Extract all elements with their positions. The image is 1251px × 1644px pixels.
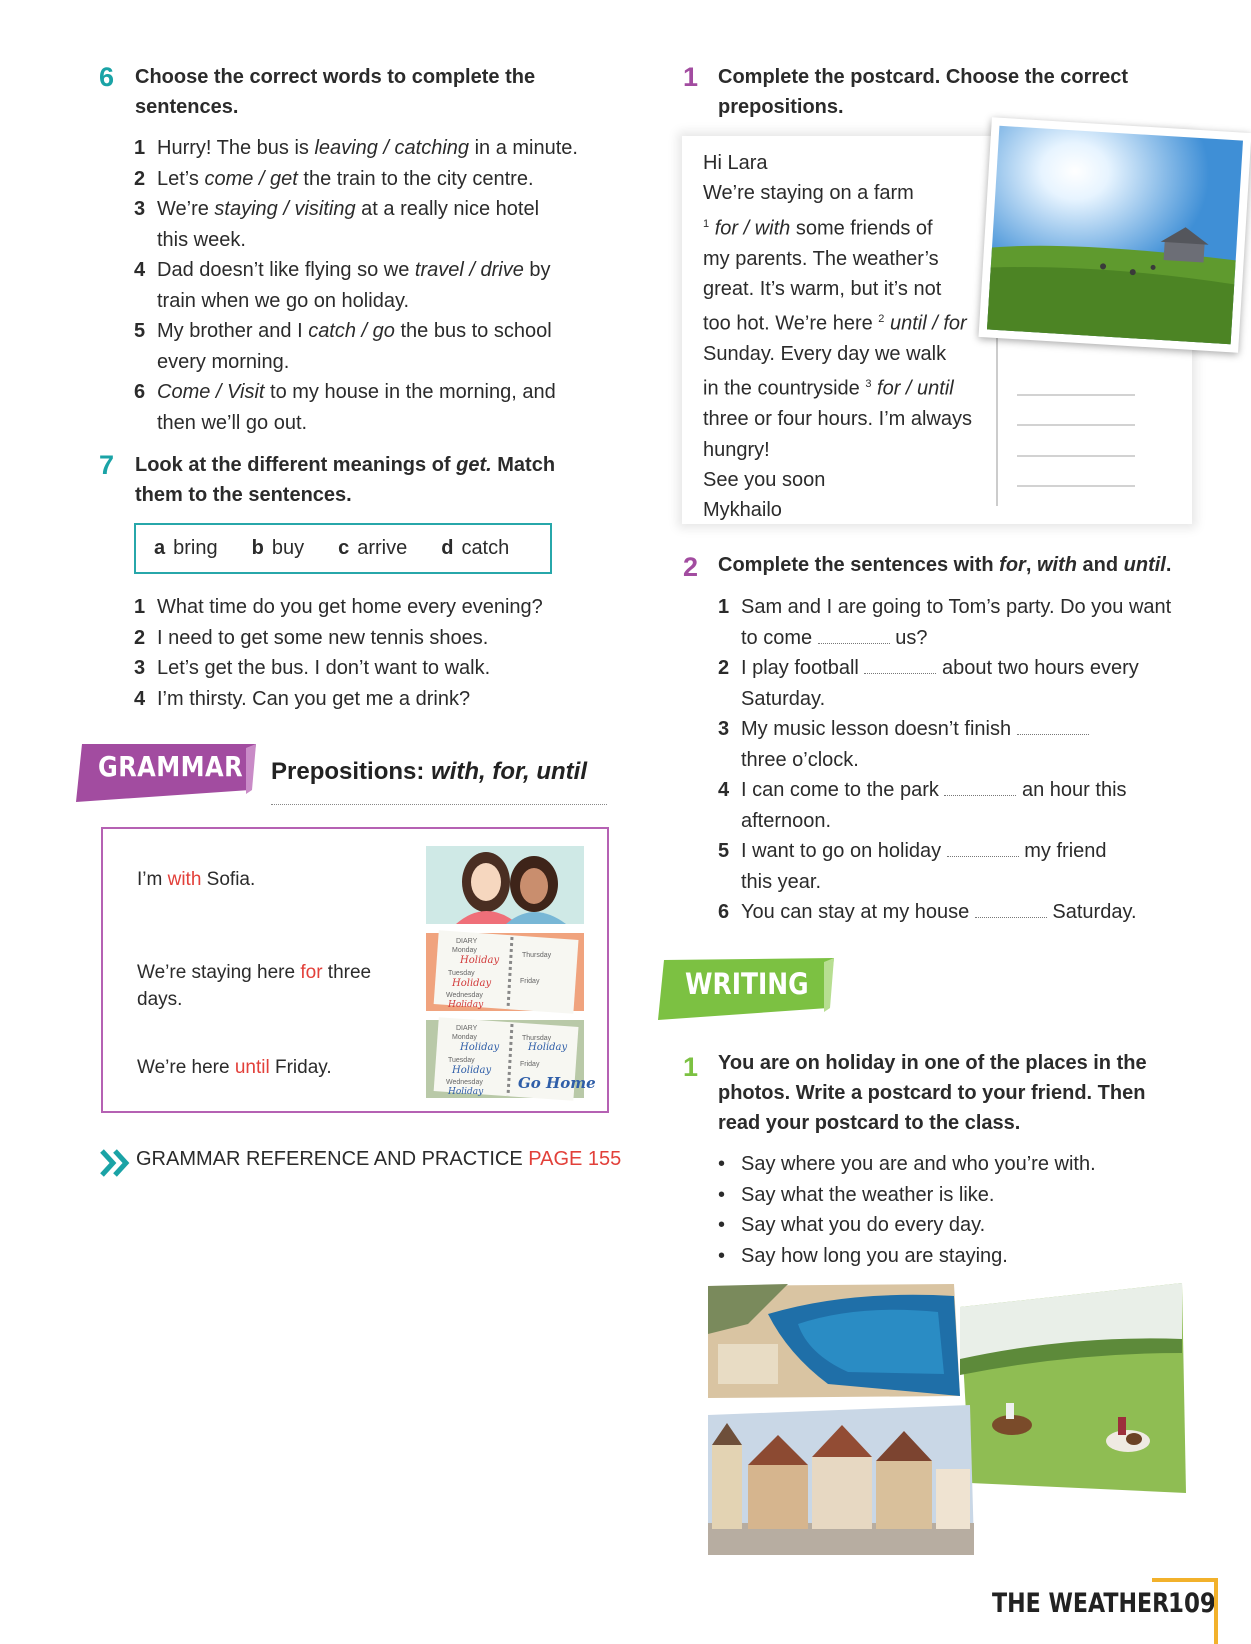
item-text: Dad doesn’t like flying so we bbox=[157, 259, 415, 281]
postcard-options[interactable]: until / for bbox=[889, 312, 967, 335]
example-text: Sofia. bbox=[201, 869, 256, 890]
item-text: I’m thirsty. Can you get me a drink? bbox=[157, 687, 471, 710]
option-letter: a bbox=[154, 537, 166, 559]
diary-day: Monday bbox=[452, 1034, 477, 1041]
exercise-6-list bbox=[134, 133, 624, 438]
answer-blank[interactable] bbox=[975, 899, 1047, 918]
item-text: every morning. bbox=[157, 350, 290, 373]
grammar-title-text: Prepositions: bbox=[271, 758, 432, 785]
diary-entry: Holiday bbox=[452, 1065, 492, 1076]
instruction-line: Choose the correct words to complete the bbox=[135, 66, 536, 88]
item-number: 2 bbox=[134, 167, 146, 190]
item-number: 3 bbox=[134, 657, 146, 679]
exercise-7-instruction bbox=[135, 450, 555, 510]
grammar-banner-label: GRAMMAR bbox=[98, 750, 244, 783]
grammar-title-emphasis: with, for, until bbox=[431, 758, 588, 785]
page-corner-marker bbox=[1150, 1578, 1222, 1644]
item-text: What time do you get home every evening? bbox=[157, 596, 543, 618]
gap-number: 1 bbox=[703, 217, 710, 230]
example-text: We’re here bbox=[137, 1057, 235, 1078]
list-item: 6 You can stay at my house Saturday. bbox=[718, 901, 1137, 923]
list-item bbox=[134, 164, 624, 195]
instruction-text: Look at the different meanings of bbox=[135, 454, 457, 476]
example-highlight: for bbox=[300, 962, 323, 983]
item-number: 4 bbox=[134, 259, 146, 281]
reference-text: GRAMMAR REFERENCE AND PRACTICE bbox=[136, 1148, 529, 1170]
diary-illustration bbox=[426, 933, 584, 1011]
answer-blank[interactable] bbox=[1017, 716, 1089, 735]
item-options[interactable]: come / get bbox=[204, 167, 298, 190]
item-number: 4 bbox=[134, 687, 146, 710]
item-number: 1 bbox=[134, 596, 146, 618]
exercise-1-instruction bbox=[718, 62, 1128, 122]
instruction-line: Complete the postcard. Choose the correct bbox=[718, 66, 1129, 88]
instruction-line: sentences. bbox=[135, 96, 239, 118]
item-text: the bus to school bbox=[394, 320, 552, 342]
postcard-text bbox=[703, 148, 972, 526]
list-item: • Say how long you are staying. bbox=[718, 1241, 1096, 1272]
friends-illustration bbox=[426, 846, 584, 924]
meaning-option bbox=[441, 537, 509, 560]
writing-bullet-list bbox=[718, 1149, 1096, 1271]
exercise-7-list bbox=[134, 592, 624, 714]
list-item: 2 I play football about two hours every Saturday. bbox=[718, 657, 1139, 710]
exercise-6-instruction bbox=[135, 62, 535, 122]
answer-blank[interactable] bbox=[944, 777, 1016, 796]
item-options[interactable]: travel / drive bbox=[414, 259, 524, 281]
item-number: 5 bbox=[134, 320, 146, 342]
list-item bbox=[134, 653, 624, 684]
diary-day: Tuesday bbox=[448, 1057, 475, 1064]
farm-photo bbox=[979, 117, 1251, 352]
double-chevron-icon bbox=[99, 1148, 133, 1178]
item-text: by bbox=[523, 259, 551, 281]
beach-photo bbox=[708, 1284, 960, 1398]
meanings-box bbox=[134, 523, 552, 574]
item-text: this week. bbox=[157, 228, 246, 251]
list-item: 1 Sam and I are going to Tom’s party. Do you want to come us? bbox=[718, 596, 1172, 649]
list-item bbox=[134, 194, 624, 255]
diary-day: Friday bbox=[520, 978, 540, 985]
writing-instruction: You are on holiday in one of the places in the photos. Write a postcard to your friend. Then read your postcard to the class. bbox=[718, 1052, 1147, 1134]
example-text: We’re staying here bbox=[137, 962, 301, 983]
item-text: We’re bbox=[157, 198, 215, 220]
item-text: train when we go on holiday. bbox=[157, 289, 410, 312]
item-text: I need to get some new tennis shoes. bbox=[157, 626, 489, 649]
item-text: in a minute. bbox=[469, 137, 578, 159]
item-text: then we’ll go out. bbox=[157, 411, 308, 434]
item-options[interactable]: staying / visiting bbox=[214, 198, 356, 220]
postcard-line: Mykhailo bbox=[703, 499, 782, 522]
item-text: to my house in the morning, and bbox=[264, 381, 556, 403]
answer-blank[interactable] bbox=[818, 625, 890, 644]
item-text: Let’s get the bus. I don’t want to walk. bbox=[157, 657, 491, 679]
postcard-line: Hi Lara bbox=[703, 152, 768, 174]
meaning-option bbox=[252, 537, 304, 560]
postcard-line: hungry! bbox=[703, 438, 770, 461]
diary-day: Monday bbox=[452, 947, 477, 954]
list-item bbox=[134, 684, 624, 715]
diary-entry: Holiday bbox=[460, 955, 500, 966]
gap-number: 3 bbox=[865, 378, 872, 391]
item-number: 2 bbox=[134, 626, 146, 649]
postcard-divider bbox=[996, 328, 998, 506]
list-item bbox=[134, 133, 624, 164]
grammar-example bbox=[137, 959, 371, 1013]
postcard-line: in the countryside $^3$ for / until bbox=[703, 378, 954, 401]
footer-unit-title: THE WEATHER bbox=[992, 1588, 1170, 1619]
answer-blank[interactable] bbox=[947, 838, 1019, 857]
item-text: the train to the city centre. bbox=[297, 167, 534, 190]
diary-entry: Holiday bbox=[448, 1000, 484, 1010]
example-text: Friday. bbox=[269, 1057, 332, 1078]
answer-blank[interactable] bbox=[864, 655, 936, 674]
exercise-2-instruction: Complete the sentences with for, with and until. bbox=[718, 554, 1172, 576]
list-item: 3 My music lesson doesn’t finish three o’clock. bbox=[718, 714, 1218, 775]
example-highlight: until bbox=[234, 1057, 270, 1078]
diary-entry: Holiday bbox=[460, 1042, 500, 1053]
instruction-text: Match bbox=[491, 454, 556, 476]
diary-entry: Holiday bbox=[452, 978, 492, 989]
address-line bbox=[1017, 455, 1135, 457]
example-text: I’m bbox=[137, 869, 168, 890]
address-line bbox=[1017, 485, 1135, 487]
postcard-options[interactable]: for / until bbox=[877, 378, 954, 401]
exercise-6-number: 6 bbox=[99, 62, 115, 92]
list-item: • Say what the weather is like. bbox=[718, 1180, 1096, 1211]
item-options[interactable]: leaving / catching bbox=[314, 137, 470, 159]
grammar-reference-link[interactable] bbox=[136, 1148, 621, 1171]
item-text: Hurry! The bus is bbox=[157, 137, 315, 159]
diary-day: Wednesday bbox=[446, 992, 483, 999]
diary-header: DIARY bbox=[456, 1025, 478, 1032]
exercise-2-number: 2 bbox=[683, 552, 699, 582]
diary-day: Thursday bbox=[522, 1035, 552, 1042]
grammar-example bbox=[137, 1054, 332, 1081]
writing-exercise-number: 1 bbox=[683, 1052, 699, 1082]
old-town-photo bbox=[708, 1405, 974, 1555]
diary-header: DIARY bbox=[456, 938, 478, 945]
exercise-1-number: 1 bbox=[683, 62, 699, 92]
postcard-line: too hot. We’re here $^2$ until / for bbox=[703, 312, 967, 335]
item-number: 3 bbox=[134, 198, 146, 220]
page-number: 109 bbox=[1168, 1588, 1216, 1619]
grammar-title-underline bbox=[271, 804, 607, 805]
option-letter: b bbox=[251, 537, 264, 559]
option-letter: d bbox=[441, 537, 454, 559]
address-line bbox=[1017, 394, 1135, 396]
example-text: three bbox=[322, 962, 372, 983]
diary-day: Friday bbox=[520, 1061, 540, 1068]
option-word: arrive bbox=[357, 537, 408, 559]
option-word: bring bbox=[173, 537, 218, 559]
writing-banner-label: WRITING bbox=[685, 967, 809, 1001]
gap-number: 2 bbox=[878, 313, 885, 326]
postcard-line: great. It’s warm, but it’s not bbox=[703, 277, 942, 300]
item-number: 1 bbox=[134, 137, 146, 159]
grammar-example bbox=[137, 866, 255, 893]
list-item bbox=[134, 377, 624, 438]
meaning-option bbox=[338, 537, 407, 560]
instruction-emphasis: get. bbox=[456, 454, 492, 476]
instruction-line: them to the sentences. bbox=[135, 484, 352, 506]
list-item: 4 I can come to the park an hour this afternoon. bbox=[718, 779, 1127, 832]
example-highlight: with bbox=[167, 869, 202, 890]
address-line bbox=[1017, 424, 1135, 426]
diary-illustration bbox=[426, 1020, 596, 1098]
diary-day: Wednesday bbox=[446, 1079, 483, 1086]
postcard-line: $^1$ for / with some friends of bbox=[703, 217, 933, 240]
horse-riding-photo bbox=[960, 1283, 1186, 1493]
meaning-option bbox=[154, 537, 218, 560]
reference-page: PAGE 155 bbox=[528, 1148, 622, 1170]
postcard-line: We’re staying on a farm bbox=[703, 182, 914, 205]
example-text: days. bbox=[137, 989, 183, 1010]
postcard-options[interactable]: for / with bbox=[714, 217, 791, 240]
item-number: 6 bbox=[134, 381, 146, 403]
postcard-line: Sunday. Every day we walk bbox=[703, 343, 947, 366]
list-item: • Say what you do every day. bbox=[718, 1210, 1096, 1241]
option-word: buy bbox=[271, 537, 305, 559]
list-item bbox=[134, 255, 624, 316]
item-text: My brother and I bbox=[157, 320, 309, 342]
exercise-2-list bbox=[718, 592, 1218, 928]
option-letter: c bbox=[338, 537, 350, 559]
item-options[interactable]: Come / Visit bbox=[157, 381, 265, 403]
list-item bbox=[134, 623, 624, 654]
item-text: at a really nice hotel bbox=[355, 198, 540, 220]
list-item bbox=[134, 316, 624, 377]
diary-day: Thursday bbox=[522, 952, 552, 959]
grammar-title bbox=[271, 758, 587, 786]
postcard-line: three or four hours. I’m always bbox=[703, 408, 972, 431]
list-item: 5 I want to go on holiday my friend this year. bbox=[718, 840, 1107, 893]
list-item: • Say where you are and who you’re with. bbox=[718, 1149, 1096, 1180]
postcard-line: See you soon bbox=[703, 468, 826, 491]
item-text: Let’s bbox=[157, 167, 205, 190]
postcard-line: my parents. The weather’s bbox=[703, 247, 939, 270]
list-item bbox=[134, 592, 624, 623]
diary-entry: Holiday bbox=[528, 1042, 568, 1053]
diary-entry: Holiday bbox=[448, 1087, 484, 1097]
item-options[interactable]: catch / go bbox=[308, 320, 395, 342]
diary-day: Tuesday bbox=[448, 970, 475, 977]
instruction-line: prepositions. bbox=[718, 96, 844, 118]
diary-go-home: Go Home bbox=[518, 1074, 596, 1092]
exercise-7-number: 7 bbox=[99, 450, 115, 480]
option-word: catch bbox=[461, 537, 510, 559]
